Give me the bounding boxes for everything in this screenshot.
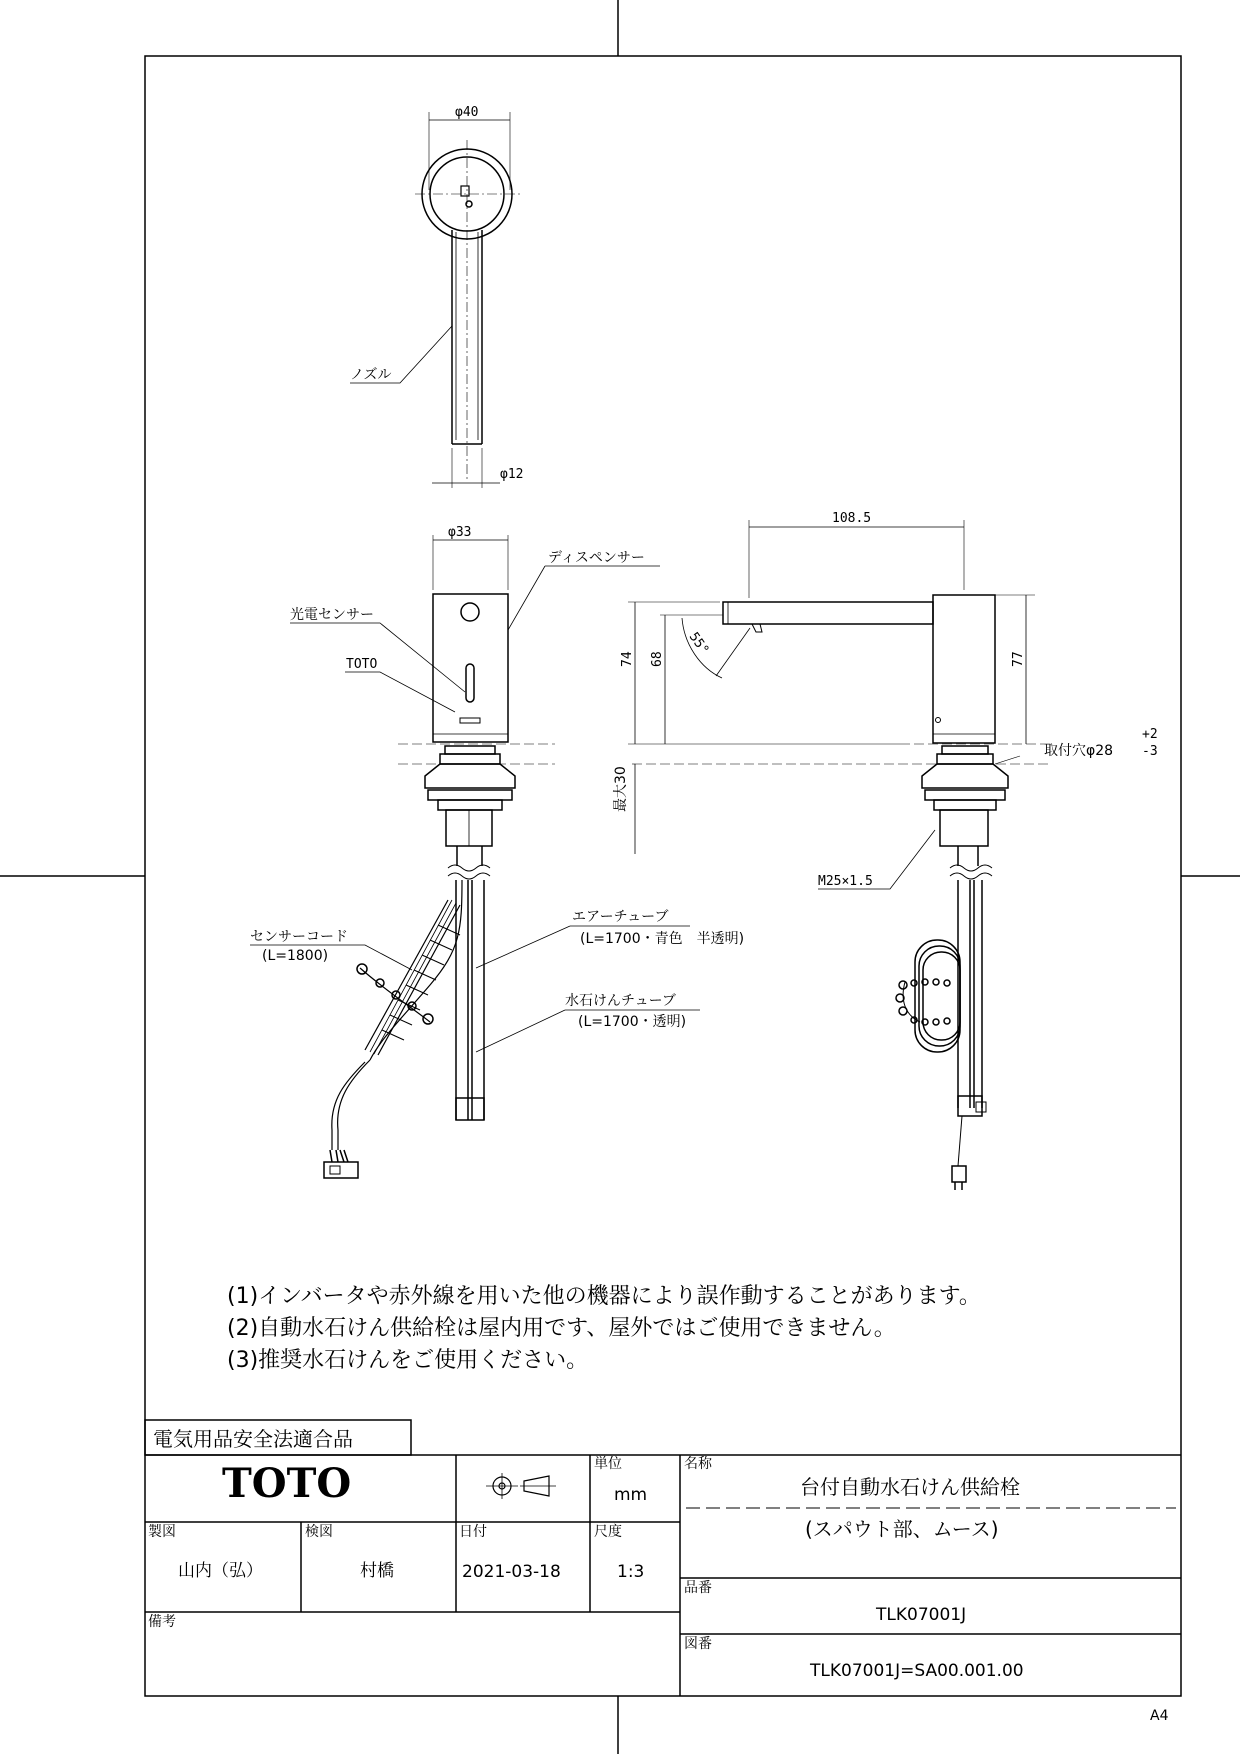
label-nozzle: ノズル bbox=[350, 367, 392, 383]
product-subname: (スパウト部、ムース) bbox=[805, 1517, 999, 1541]
dim-68: 68 bbox=[650, 651, 665, 667]
dim-74: 74 bbox=[620, 651, 635, 667]
date-label: 日付 bbox=[459, 1524, 487, 1540]
date-value: 2021-03-18 bbox=[462, 1562, 561, 1582]
label-soap-tube: 水石けんチューブ bbox=[565, 993, 676, 1009]
checked-value: 村橋 bbox=[360, 1561, 394, 1581]
tolerance-plus: +2 bbox=[1142, 727, 1158, 742]
label-photo-sensor: 光電センサー bbox=[290, 607, 374, 623]
dim-77: 77 bbox=[1011, 651, 1026, 667]
note-2: (2)自動水石けん供給栓は屋内用です、屋外ではご使用できません。 bbox=[227, 1316, 896, 1341]
label-soap-tube-spec: (L=1700・透明) bbox=[578, 1014, 687, 1030]
label-mount-hole: 取付穴φ28 bbox=[1044, 743, 1114, 759]
part-label: 品番 bbox=[684, 1580, 712, 1596]
label-toto-mark: TOTO bbox=[346, 657, 378, 672]
scale-value: 1:3 bbox=[617, 1562, 645, 1582]
label-dispenser: ディスペンサー bbox=[548, 550, 645, 566]
drawing-number: TLK07001J=SA00.001.00 bbox=[810, 1661, 1024, 1681]
drawing-number-label: 図番 bbox=[684, 1636, 712, 1652]
note-1: (1)インバータや赤外線を用いた他の機器により誤作動することがあります。 bbox=[227, 1284, 981, 1309]
name-label: 名称 bbox=[684, 1456, 712, 1472]
front-view bbox=[250, 535, 700, 1178]
toto-logo: TOTO bbox=[222, 1460, 352, 1507]
scale-label: 尺度 bbox=[594, 1524, 622, 1540]
label-air-tube: エアーチューブ bbox=[572, 909, 669, 925]
paper-size: A4 bbox=[1150, 1708, 1169, 1724]
top-view bbox=[350, 112, 520, 488]
unit-label: 単位 bbox=[594, 1456, 622, 1472]
product-name: 台付自動水石けん供給栓 bbox=[800, 1475, 1020, 1499]
unit-value: mm bbox=[614, 1485, 648, 1505]
remarks-label: 備考 bbox=[148, 1614, 176, 1630]
drawn-label: 製図 bbox=[148, 1524, 176, 1540]
tolerance-minus: -3 bbox=[1142, 744, 1158, 759]
label-air-tube-spec: (L=1700・青色 半透明) bbox=[580, 931, 745, 947]
dim-108-5: 108.5 bbox=[832, 511, 872, 526]
checked-label: 検図 bbox=[305, 1524, 333, 1540]
label-sensor-cord-length: (L=1800) bbox=[262, 948, 329, 964]
label-thread: M25×1.5 bbox=[818, 874, 873, 889]
drawn-value: 山内（弘） bbox=[178, 1561, 263, 1581]
dim-max30: 最大30 bbox=[613, 766, 629, 812]
note-3: (3)推奨水石けんをご使用ください。 bbox=[227, 1348, 589, 1373]
dim-phi33: φ33 bbox=[448, 525, 472, 540]
dim-phi12: φ12 bbox=[500, 467, 524, 482]
safety-mark: 電気用品安全法適合品 bbox=[153, 1427, 353, 1451]
label-sensor-cord: センサーコード bbox=[250, 929, 348, 945]
part-number: TLK07001J bbox=[876, 1605, 967, 1625]
dim-phi40: φ40 bbox=[455, 105, 479, 120]
side-view bbox=[628, 520, 1050, 1190]
angle-55: 55° bbox=[685, 629, 712, 658]
